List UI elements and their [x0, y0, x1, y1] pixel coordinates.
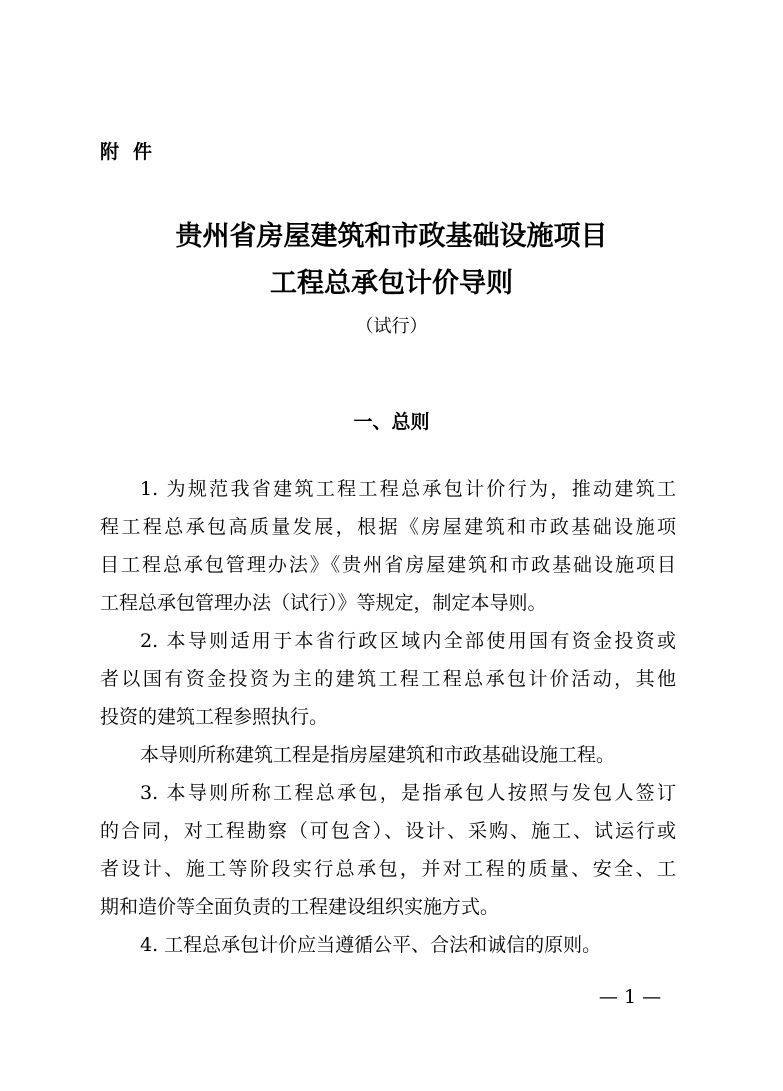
paragraph-4-line-3: 者设计、施工等阶段实行总承包，并对工程的质量、安全、工 [100, 858, 676, 880]
paragraph-4-line-1: 3. 本导则所称工程总承包，是指承包人按照与发包人签订 [140, 782, 676, 804]
section-heading: 一、总则 [353, 411, 430, 433]
paragraph-2-line-2: 者以国有资金投资为主的建筑工程工程总承包计价活动，其他 [100, 668, 676, 690]
paragraph-2-line-1: 2. 本导则适用于本省行政区域内全部使用国有资金投资或 [140, 630, 676, 652]
document-title-line-1: 贵州省房屋建筑和市政基础设施项目 [175, 221, 608, 252]
paragraph-4-line-4: 期和造价等全面负责的工程建设组织实施方式。 [100, 896, 500, 918]
paragraph-1-line-3: 目工程总承包管理办法》《贵州省房屋建筑和市政基础设施项目 [100, 554, 676, 576]
page-number: — 1 — [598, 986, 662, 1008]
paragraph-1-line-2: 程工程总承包高质量发展，根据《房屋建筑和市政基础设施项 [100, 516, 676, 538]
document-title-line-2: 工程总承包计价导则 [270, 268, 513, 299]
attachment-label: 附件 [100, 141, 167, 163]
paragraph-1-line-1: 1. 为规范我省建筑工程工程总承包计价行为，推动建筑工 [140, 478, 676, 500]
paragraph-3-line-1: 本导则所称建筑工程是指房屋建筑和市政基础设施工程。 [140, 744, 616, 766]
paragraph-2-line-3: 投资的建筑工程参照执行。 [100, 706, 329, 728]
paragraph-4-line-2: 的合同，对工程勘察（可包含）、设计、采购、施工、试运行或 [100, 820, 676, 842]
paragraph-5-line-1: 4. 工程总承包计价应当遵循公平、合法和诚信的原则。 [140, 934, 602, 956]
paragraph-1-line-4: 工程总承包管理办法（试行）》等规定，制定本导则。 [100, 592, 547, 614]
document-subtitle: （试行） [355, 316, 428, 337]
